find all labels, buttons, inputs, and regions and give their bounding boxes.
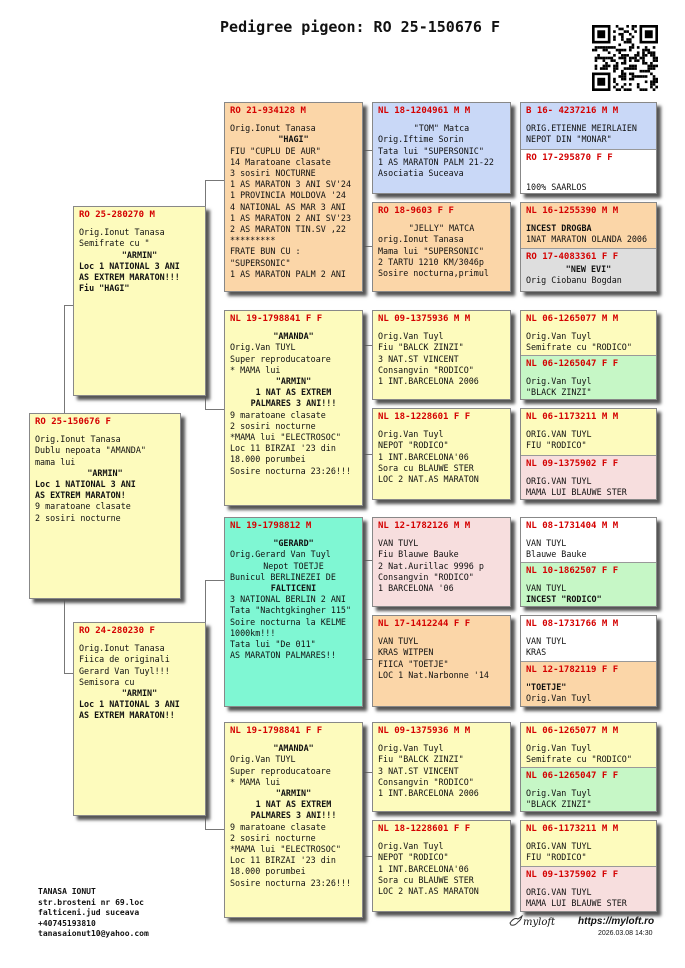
qr-code xyxy=(592,25,658,91)
note-line: Semisora cu xyxy=(79,676,135,687)
sire-card xyxy=(73,206,206,396)
note-line: Fiica de originali xyxy=(79,654,170,665)
ring-number: NL 16-1255390 M M xyxy=(526,206,619,216)
note-line: Loc 11 BIRZAI '23 din xyxy=(230,855,336,866)
note-line: 18.000 porumbei xyxy=(230,454,306,465)
notes xyxy=(378,123,505,179)
note-line: 18.000 porumbei xyxy=(230,866,306,877)
notes xyxy=(378,538,505,594)
note-line: Soire nocturna la KELME xyxy=(230,616,346,627)
notes xyxy=(526,583,651,605)
ring-number: NL 06-1265047 F F xyxy=(526,359,619,369)
note-line: PALMARES 3 ANI!!! xyxy=(250,810,337,821)
website-link[interactable]: https://myloft.ro xyxy=(578,916,655,927)
note-line: 3 NATIONAL BERLIN 2 ANI xyxy=(230,594,346,605)
notes xyxy=(526,223,651,245)
ring-number: RO 25-150676 F xyxy=(35,417,111,427)
note-line: Super reproducatoare xyxy=(230,353,331,364)
note-line: INCEST "RODICO" xyxy=(526,594,602,605)
note-line: "BLACK ZINZI" xyxy=(526,799,592,810)
note-line: 1 AS MARATON PALM 2 ANI xyxy=(230,268,346,279)
notes xyxy=(526,743,651,765)
notes xyxy=(526,476,651,498)
note-line: VAN TUYL xyxy=(526,583,567,594)
note-line: ORIG.VAN TUYL xyxy=(526,887,592,898)
note-line: 2 sosiri nocturne xyxy=(230,420,316,431)
note-line: 1 NAT AS EXTREM xyxy=(255,387,332,398)
note-line: VAN TUYL xyxy=(526,636,567,647)
note-line: Orig Ciobanu Bogdan xyxy=(526,275,622,286)
note-line: FALTICENI xyxy=(270,583,317,594)
notes xyxy=(526,887,651,909)
note-line: Loc 1 NATIONAL 3 ANI xyxy=(79,260,180,271)
note-line: "AMANDA" xyxy=(273,331,314,342)
ring-number: B 16- 4237216 M M xyxy=(526,106,619,116)
granddam-card xyxy=(224,722,363,918)
note-line: FIICA "TOETJE" xyxy=(378,658,449,669)
note-line: "JELLY" MATCA xyxy=(408,223,475,234)
ring-number: NL 06-1265077 M M xyxy=(526,726,619,736)
note-line: *MAMA lui "ELECTROSOC" xyxy=(230,432,341,443)
connector xyxy=(363,772,372,857)
note-line: Loc 1 NATIONAL 3 ANI xyxy=(79,699,180,710)
ancestor-card xyxy=(372,820,511,912)
note-line: Loc 1 NATIONAL 3 ANI xyxy=(35,479,136,490)
note-line: 9 maratoane clasate xyxy=(35,501,131,512)
subject-card xyxy=(29,413,181,599)
note-line: LOC 2 NAT.AS MARATON xyxy=(378,474,479,485)
note-line: NEPOT "RODICO" xyxy=(378,852,449,863)
note-line: 1 AS MARATON 3 ANI SV'24 xyxy=(230,179,352,190)
connector xyxy=(363,560,372,660)
note-line: Orig.Van Tuyl xyxy=(526,743,592,754)
ancestor-pair-card xyxy=(520,517,657,607)
ring-number: RO 21-934128 M xyxy=(230,106,306,116)
note-line: MAMA LUI BLAUWE STER xyxy=(526,487,627,498)
note-line: 14 Maratoane clasate xyxy=(230,156,331,167)
ring-number: RO 24-280230 F xyxy=(79,626,155,636)
myloft-logo xyxy=(509,915,555,928)
notes xyxy=(79,227,200,294)
owner-email: tanasaionut10@yahoo.com xyxy=(38,929,149,938)
note-line: 1 BARCELONA '06 xyxy=(378,583,454,594)
note-line: 2 TARTU 1210 KM/3046p xyxy=(378,256,484,267)
note-line: Consangvin "RODICO" xyxy=(378,776,474,787)
ancestor-pair-card xyxy=(520,310,657,400)
note-line: ********* xyxy=(230,235,276,246)
ring-number: NL 18-1228601 F F xyxy=(378,412,471,422)
granddam-card xyxy=(224,310,363,506)
ancestor-pair-card xyxy=(520,615,657,707)
notes xyxy=(79,643,200,721)
notes xyxy=(378,429,505,485)
note-line: 2 Nat.Aurillac 9996 p xyxy=(378,560,484,571)
note-line: 1 NAT AS EXTREM xyxy=(255,799,332,810)
ring-number: NL 08-1731766 M M xyxy=(526,619,619,629)
ring-number: NL 19-1798841 F F xyxy=(230,726,323,736)
note-line: 1 INT.BARCELONA'06 xyxy=(378,863,469,874)
note-line: 1 AS MARATON PALM 21-22 xyxy=(378,156,494,167)
note-line: Nepot TOETJE xyxy=(263,560,324,571)
notes xyxy=(526,788,651,810)
note-line: Orig.Van Tuyl xyxy=(526,376,592,387)
note-line: Orig.Ionut Tanasa xyxy=(35,434,121,445)
notes xyxy=(526,841,651,863)
note-line: 1 PROVINCIA MOLDOVA '24 xyxy=(230,190,346,201)
ring-number: NL 06-1265077 M M xyxy=(526,314,619,324)
notes xyxy=(526,636,651,658)
note-line: Semifrate cu "RODICO" xyxy=(526,754,632,765)
note-line: Orig.Van Tuyl xyxy=(526,331,592,342)
owner-address: str.brosteni nr 69.loc xyxy=(38,897,144,907)
note-line: NEPOT "RODICO" xyxy=(378,440,449,451)
note-line: Dublu nepoata "AMANDA" xyxy=(35,445,146,456)
note-line: Orig.Van Tuyl xyxy=(526,693,592,704)
notes xyxy=(378,223,505,279)
ring-number: NL 09-1375936 M M xyxy=(378,726,471,736)
note-line: "NEW EVI" xyxy=(565,264,612,275)
note-line: NEPOT DIN "MONAR" xyxy=(526,134,612,145)
note-line: Tata lui "De 011" xyxy=(230,639,316,650)
note-line: Orig.Gerard Van Tuyl xyxy=(230,549,331,560)
notes xyxy=(526,429,651,451)
ring-number: NL 06-1173211 M M xyxy=(526,824,619,834)
notes xyxy=(526,538,651,560)
note-line: Sora cu BLAUWE STER xyxy=(378,462,474,473)
ring-number: NL 10-1862507 F F xyxy=(526,566,619,576)
connector xyxy=(363,345,372,455)
note-line: "ARMIN" xyxy=(121,688,158,699)
owner-phone: +40745193810 xyxy=(38,918,96,928)
note-line: Tata "Nachtgkingher 115" xyxy=(230,605,352,616)
ancestor-card xyxy=(372,408,511,500)
note-line: Orig.Ionut Tanasa xyxy=(230,123,316,134)
note-line: Gerard Van Tuyl!!! xyxy=(79,665,170,676)
note-line: AS MARATON PALMARES!! xyxy=(230,650,336,661)
notes xyxy=(526,376,651,398)
notes xyxy=(378,743,505,799)
note-line: 3 NAT.ST VINCENT xyxy=(378,353,459,364)
page-title: Pedigree pigeon: RO 25-150676 F xyxy=(220,18,500,36)
note-line: "ARMIN" xyxy=(121,249,158,260)
note-line: FIU "CUPLU DE AUR" xyxy=(230,145,321,156)
ancestor-pair-card xyxy=(520,820,657,912)
note-line: * MAMA lui xyxy=(230,776,281,787)
note-line: "TOM" Matca xyxy=(413,123,470,134)
notes xyxy=(230,331,357,477)
note-line: Fiu "BALCK ZINZI" xyxy=(378,342,464,353)
note-line: 2 sosiri nocturne xyxy=(35,512,121,523)
note-line: Mama lui "SUPERSONIC" xyxy=(378,245,484,256)
notes xyxy=(378,331,505,387)
note-line: AS EXTREM MARATON!!! xyxy=(79,272,180,283)
note-line: MAMA LUI BLAUWE STER xyxy=(526,898,627,909)
note-line: mama lui xyxy=(35,456,76,467)
note-line: Super reproducatoare xyxy=(230,765,331,776)
note-line: "HAGI" xyxy=(278,134,309,145)
note-line: VAN TUYL xyxy=(378,636,419,647)
note-line: VAN TUYL xyxy=(378,538,419,549)
notes xyxy=(378,841,505,897)
note-line: "ARMIN" xyxy=(275,376,312,387)
ring-number: NL 08-1731404 M M xyxy=(526,521,619,531)
note-line: 2 AS MARATON TIN.SV ,22 xyxy=(230,224,346,235)
notes xyxy=(526,331,651,353)
note-line: INCEST DROGBA xyxy=(526,223,592,234)
note-line: Orig.Van Tuyl xyxy=(378,429,444,440)
note-line: 1 AS MARATON 2 ANI SV'23 xyxy=(230,212,352,223)
note-line: 100% SAARLOS xyxy=(526,182,587,193)
note-line: Orig.Iftime Sorin xyxy=(378,134,464,145)
note-line: Orig.Van Tuyl xyxy=(378,331,444,342)
note-line: Orig.Ionut Tanasa xyxy=(79,227,165,238)
ancestor-card xyxy=(372,310,511,400)
note-line: VAN TUYL xyxy=(526,538,567,549)
note-line: AS EXTREM MARATON! xyxy=(35,490,126,501)
ring-number: NL 06-1265047 F F xyxy=(526,771,619,781)
note-line: Orig.Van Tuyl xyxy=(526,788,592,799)
note-line: "ARMIN" xyxy=(87,467,123,478)
notes xyxy=(230,123,357,280)
ring-number: NL 19-1798812 M xyxy=(230,521,312,531)
note-line: *MAMA lui "ELECTROSOC" xyxy=(230,844,341,855)
note-line: 1 INT.BARCELONA 2006 xyxy=(378,376,479,387)
note-line: Fiu "HAGI" xyxy=(79,283,130,294)
note-line: Orig.Van TUYL xyxy=(230,754,296,765)
connector xyxy=(205,180,224,410)
note-line: Bunicul BERLINEZEI DE xyxy=(230,571,336,582)
notes xyxy=(230,743,357,889)
ring-number: NL 09-1375902 F F xyxy=(526,459,619,469)
ancestor-pair-card xyxy=(520,722,657,812)
note-line: 4 NATIONAL AS MAR 3 ANI xyxy=(230,201,346,212)
notes xyxy=(526,182,651,193)
ring-number: NL 17-1412244 F F xyxy=(378,619,471,629)
notes xyxy=(526,682,651,704)
owner-address: falticeni.jud suceava xyxy=(38,908,140,917)
note-line: "BLACK ZINZI" xyxy=(526,387,592,398)
print-date: 2026.03.08 14:30 xyxy=(598,930,653,937)
note-line: FRATE BUN CU : xyxy=(230,246,301,257)
ring-number: NL 09-1375936 M M xyxy=(378,314,471,324)
ring-number: RO 18-9603 F F xyxy=(378,206,454,216)
notes xyxy=(230,538,357,661)
notes xyxy=(526,123,651,145)
notes xyxy=(35,434,175,524)
ancestor-pair-card xyxy=(520,102,657,194)
ancestor-card xyxy=(372,615,511,707)
note-line: ORIG.VAN TUYL xyxy=(526,841,592,852)
pigeon-icon xyxy=(509,915,523,927)
ancestor-card xyxy=(372,202,511,292)
ancestor-pair-card xyxy=(520,202,657,292)
ring-number: NL 09-1375902 F F xyxy=(526,870,619,880)
note-line: 1NAT MARATON OLANDA 2006 xyxy=(526,234,648,245)
note-line: 1 INT.BARCELONA 2006 xyxy=(378,788,479,799)
note-line: KRAS xyxy=(526,647,547,658)
note-line: LOC 2 NAT.AS MARATON xyxy=(378,886,479,897)
logo-text: myloft xyxy=(523,917,556,928)
ancestor-card xyxy=(372,722,511,812)
ring-number: RO 17-4083361 F F xyxy=(526,252,619,262)
note-line: ORIG.VAN TUYL xyxy=(526,476,592,487)
note-line: 3 NAT.ST VINCENT xyxy=(378,765,459,776)
note-line: Semifrate cu " xyxy=(79,238,150,249)
note-line: AS EXTREM MARATON!! xyxy=(79,710,175,721)
ancestor-card xyxy=(372,102,511,194)
note-line: Fiu "BALCK ZINZI" xyxy=(378,754,464,765)
note-line: Tata lui "SUPERSONIC" xyxy=(378,145,484,156)
note-line: Loc 11 BIRZAI '23 din xyxy=(230,443,336,454)
grandsire-card xyxy=(224,102,363,292)
dam-card xyxy=(73,622,206,816)
ring-number: NL 18-1228601 F F xyxy=(378,824,471,834)
note-line: "SUPERSONIC" xyxy=(230,257,291,268)
note-line: Consangvin "RODICO" xyxy=(378,571,474,582)
ancestor-card xyxy=(372,517,511,607)
grandsire-card xyxy=(224,517,363,707)
ring-number: NL 12-1782119 F F xyxy=(526,665,619,675)
note-line: ORIG.ETIENNE MEIRLAIEN xyxy=(526,123,637,134)
notes xyxy=(526,264,651,286)
note-line: "ARMIN" xyxy=(275,788,312,799)
note-line: FIU "RODICO" xyxy=(526,852,587,863)
note-line: 1 INT.BARCELONA'06 xyxy=(378,451,469,462)
owner-info xyxy=(38,887,149,940)
note-line: 9 maratoane clasate xyxy=(230,821,326,832)
note-line: 2 sosiri nocturne xyxy=(230,832,316,843)
note-line: Orig.Van Tuyl xyxy=(378,743,444,754)
ring-number: RO 25-280270 M xyxy=(79,210,155,220)
note-line: ORIG.VAN TUYL xyxy=(526,429,592,440)
ring-number: NL 18-1204961 M M xyxy=(378,106,471,116)
note-line: Sosire nocturna,primul xyxy=(378,268,489,279)
ring-number: NL 19-1798841 F F xyxy=(230,314,323,324)
note-line: Orig.Ionut Tanasa xyxy=(79,643,165,654)
note-line: Sora cu BLAUWE STER xyxy=(378,874,474,885)
note-line: "TOETJE" xyxy=(526,682,567,693)
note-line: * MAMA lui xyxy=(230,364,281,375)
note-line: orig.Ionut Tanasa xyxy=(378,234,464,245)
note-line: 1000km!!! xyxy=(230,627,276,638)
note-line: Blauwe Bauke xyxy=(526,549,587,560)
note-line: Orig.Van TUYL xyxy=(230,342,296,353)
connector xyxy=(363,150,372,247)
note-line: Asociatia Suceava xyxy=(378,168,464,179)
ring-number: RO 17-295870 F F xyxy=(526,153,613,163)
note-line: FIU "RODICO" xyxy=(526,440,587,451)
note-line: Sosire nocturna 23:26!!! xyxy=(230,465,352,476)
note-line: "AMANDA" xyxy=(273,743,314,754)
note-line: 9 maratoane clasate xyxy=(230,409,326,420)
ancestor-pair-card xyxy=(520,408,657,500)
ring-number: NL 06-1173211 M M xyxy=(526,412,619,422)
connector xyxy=(205,580,224,830)
note-line: Consangvin "RODICO" xyxy=(378,364,474,375)
owner-name: TANASA IONUT xyxy=(38,887,96,896)
note-line: "GERARD" xyxy=(273,538,314,549)
note-line: 3 sosiri NOCTURNE xyxy=(230,168,316,179)
note-line: KRAS WITPEN xyxy=(378,647,434,658)
ring-number: NL 12-1782126 M M xyxy=(378,521,471,531)
note-line: PALMARES 3 ANI!!! xyxy=(250,398,337,409)
note-line: LOC 1 Nat.Narbonne '14 xyxy=(378,669,489,680)
notes xyxy=(378,636,505,681)
note-line: Semifrate cu "RODICO" xyxy=(526,342,632,353)
note-line: Fiu Blauwe Bauke xyxy=(378,549,459,560)
note-line: Orig.Van Tuyl xyxy=(378,841,444,852)
note-line: Sosire nocturna 23:26!!! xyxy=(230,877,352,888)
